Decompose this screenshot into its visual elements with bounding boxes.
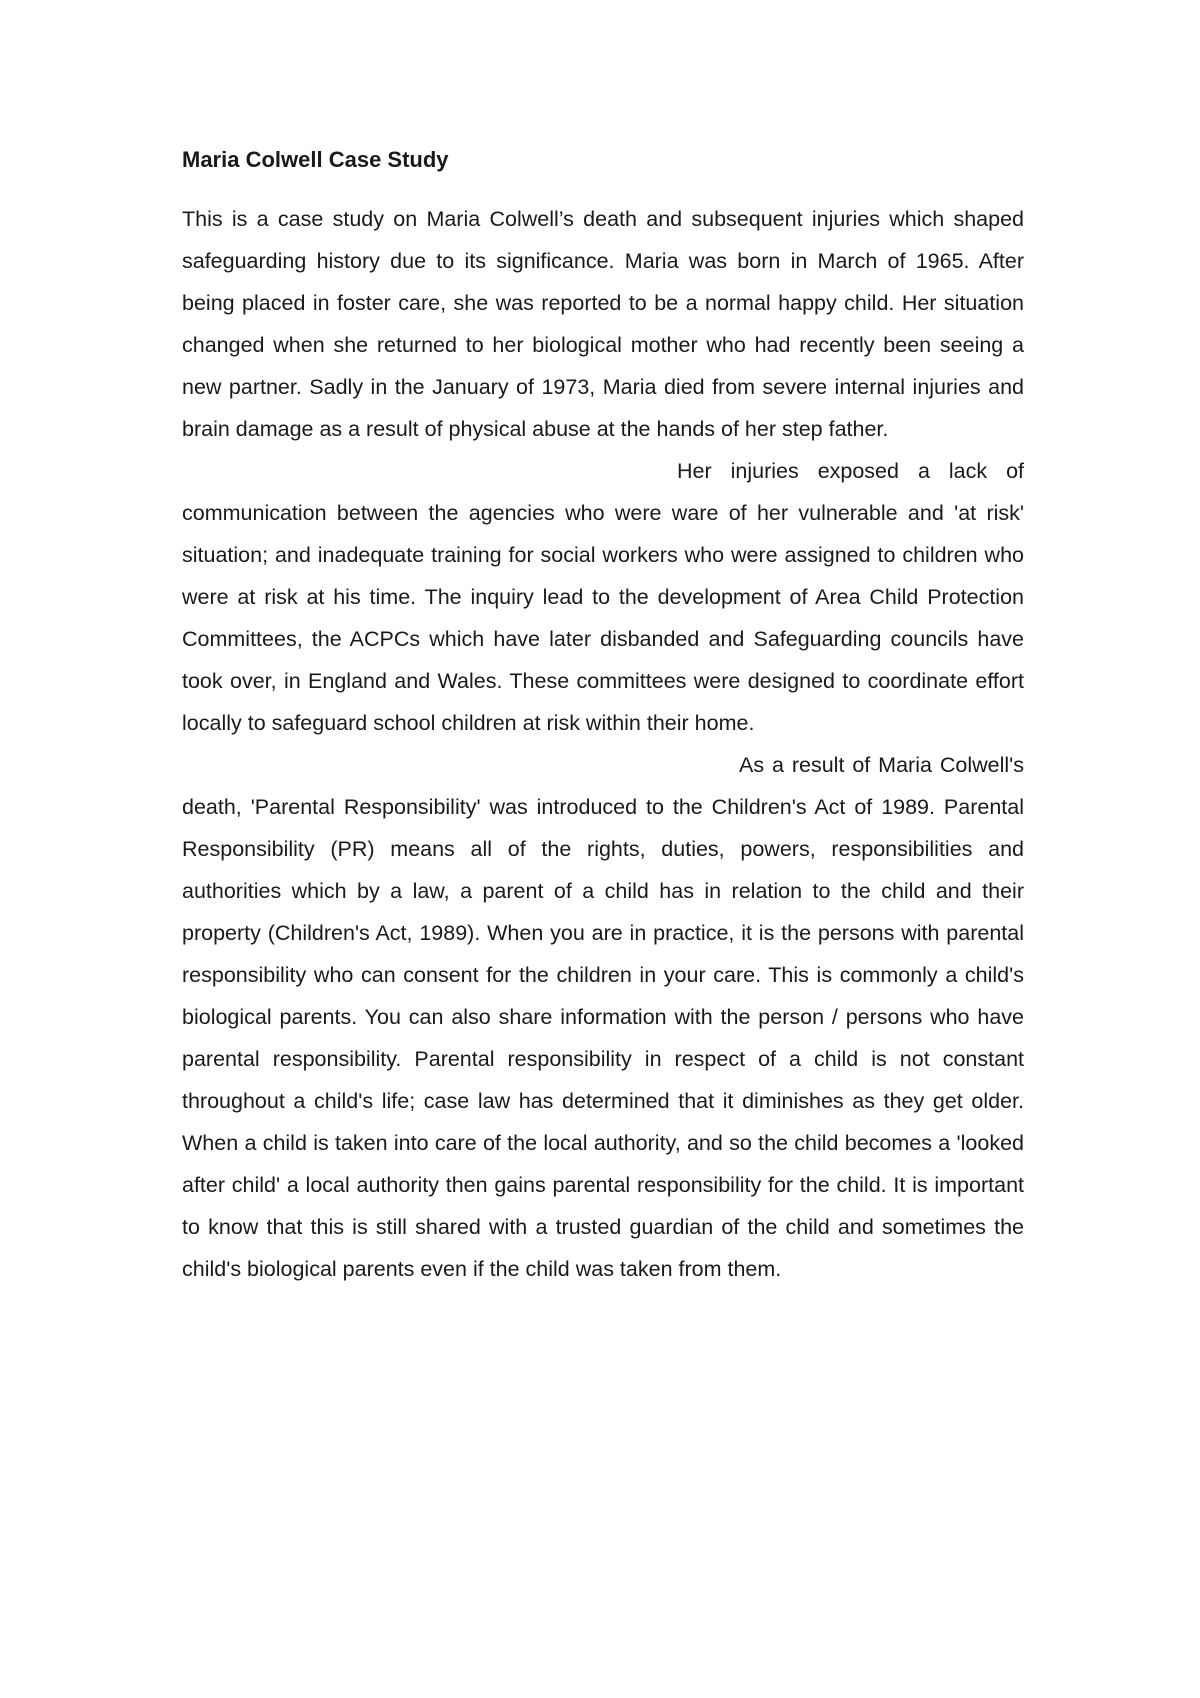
paragraph-parental-responsibility: As a result of Maria Colwell's death, 'Parental Responsibility' was introduced to the Children's Act of 1989. Parental Responsibility (PR) means all of the rights, duties, powers, responsibilities and authorities which by a law, a parent of a child has in relation to the child and their property (Children's Act, 1989). When you are in practice, it is the persons with parental responsibility who can consent for the children in your care. This is commonly a child's biological parents. You can also share information with the person / persons who have parental responsibility. Parental responsibility in respect of a child is not constant throughout a child's life; case law has determined that it diminishes as they get older. When a child is taken into care of the local authority, and so the child becomes a 'looked after child' a local authority then gains parental responsibility for the child. It is important to know that this is still shared with a trusted guardian of the child and sometimes the child's biological parents even if the child was taken from them. (182, 753, 1024, 1281)
document-title: Maria Colwell Case Study (182, 147, 449, 172)
paragraph-injuries: Her injuries exposed a lack of communication between the agencies who were ware of her vulnerable and 'at risk' situation; and inadequate training for social workers who were assigned to children who were at risk at his time. The inquiry lead to the development of Area Child Protection Committees, the ACPCs which have later disbanded and Safeguarding councils have took over, in England and Wales. These committees were designed to coordinate effort locally to safeguard school children at risk within their home. (182, 459, 1024, 735)
paragraph-intro: This is a case study on Maria Colwell’s death and subsequent injuries which shaped safeguarding history due to its significance. Maria was born in March of 1965. After being placed in foster care, she was reported to be a normal happy child. Her situation changed when she returned to her biological mother who had recently been seeing a new partner. Sadly in the January of 1973, Maria died from severe internal injuries and brain damage as a result of physical abuse at the hands of her step father. (182, 207, 1024, 441)
document-body (182, 140, 1024, 1290)
